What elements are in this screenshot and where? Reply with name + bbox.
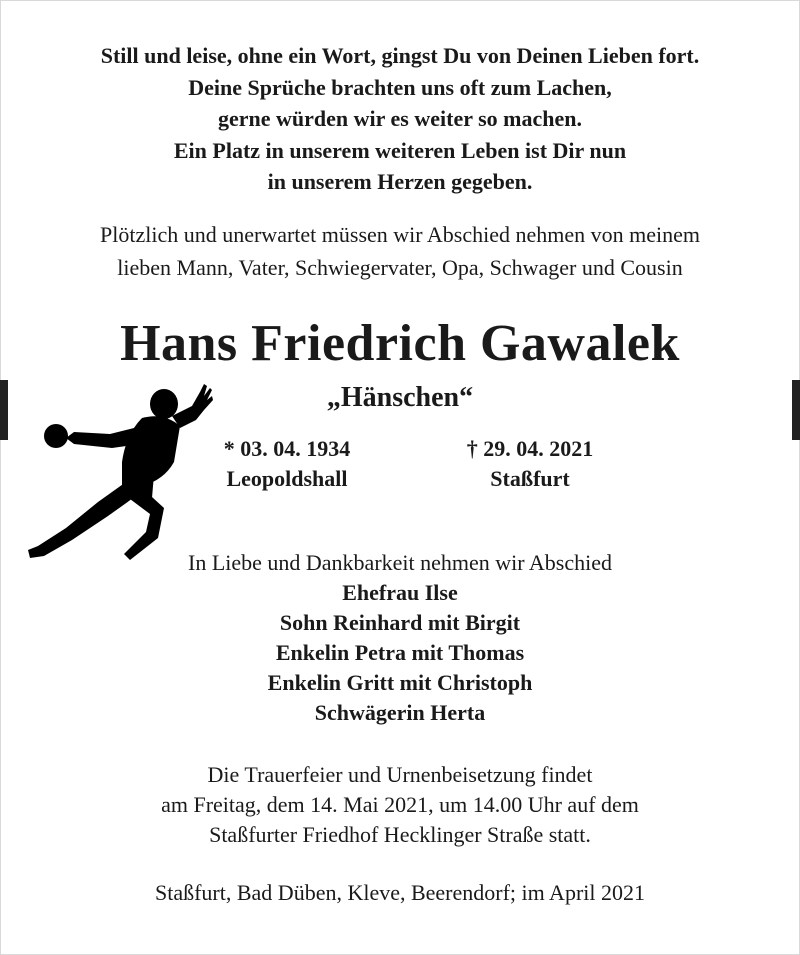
poem-line: Still und leise, ohne ein Wort, gingst Du von Deinen Lieben fort. [100, 43, 700, 68]
birth-date: * 03. 04. 1934 [223, 436, 351, 461]
death-place: Staßfurt [490, 466, 570, 491]
death-info [425, 434, 635, 494]
poem [0, 40, 800, 198]
ceremony-details [0, 760, 800, 850]
poem-line: Ein Platz in unserem weiteren Leben ist Dir nun [173, 137, 627, 163]
mourner-name: Schwägerin Herta [314, 700, 486, 725]
deceased-nickname: „Hänschen“ [326, 382, 474, 413]
poem-line: Deine Sprüche brachten uns oft zum Lachen, [188, 74, 612, 100]
mourner-name: Enkelin Petra mit Thomas [275, 640, 525, 665]
poem-line: gerne würden wir es weiter so machen. [218, 106, 582, 131]
mourner-name: Sohn Reinhard mit Birgit [279, 610, 521, 635]
birth-place: Leopoldshall [226, 466, 348, 491]
announcement-line: lieben Mann, Vater, Schwiegervater, Opa, Schwager und Cousin [117, 255, 683, 280]
death-date: † 29. 04. 2021 [466, 436, 594, 461]
right-edge-mark [792, 380, 800, 440]
mourner-name: Enkelin Gritt mit Christoph [267, 670, 533, 695]
mourner-name: Ehefrau Ilse [342, 580, 458, 605]
birth-info [196, 434, 378, 494]
ceremony-line: Die Trauerfeier und Urnenbeisetzung findet [207, 762, 593, 787]
ceremony-line: Staßfurter Friedhof Hecklinger Straße statt. [209, 822, 591, 847]
mourners-section [0, 548, 800, 728]
mourners-intro: In Liebe und Dankbarkeit nehmen wir Abschied [188, 550, 612, 575]
places-and-date: Staßfurt, Bad Düben, Kleve, Beerendorf; im April 2021 [154, 880, 645, 905]
deceased-name: Hans Friedrich Gawalek [120, 315, 680, 372]
poem-line: in unserem Herzen gegeben. [267, 169, 533, 194]
ceremony-line: am Freitag, dem 14. Mai 2021, um 14.00 Uhr auf dem [161, 792, 639, 817]
announcement-text [0, 218, 800, 284]
handball-player-silhouette-icon [14, 378, 214, 564]
announcement-line: Plötzlich und unerwartet müssen wir Abschied nehmen von meinem [100, 222, 700, 247]
left-edge-mark [0, 380, 8, 440]
